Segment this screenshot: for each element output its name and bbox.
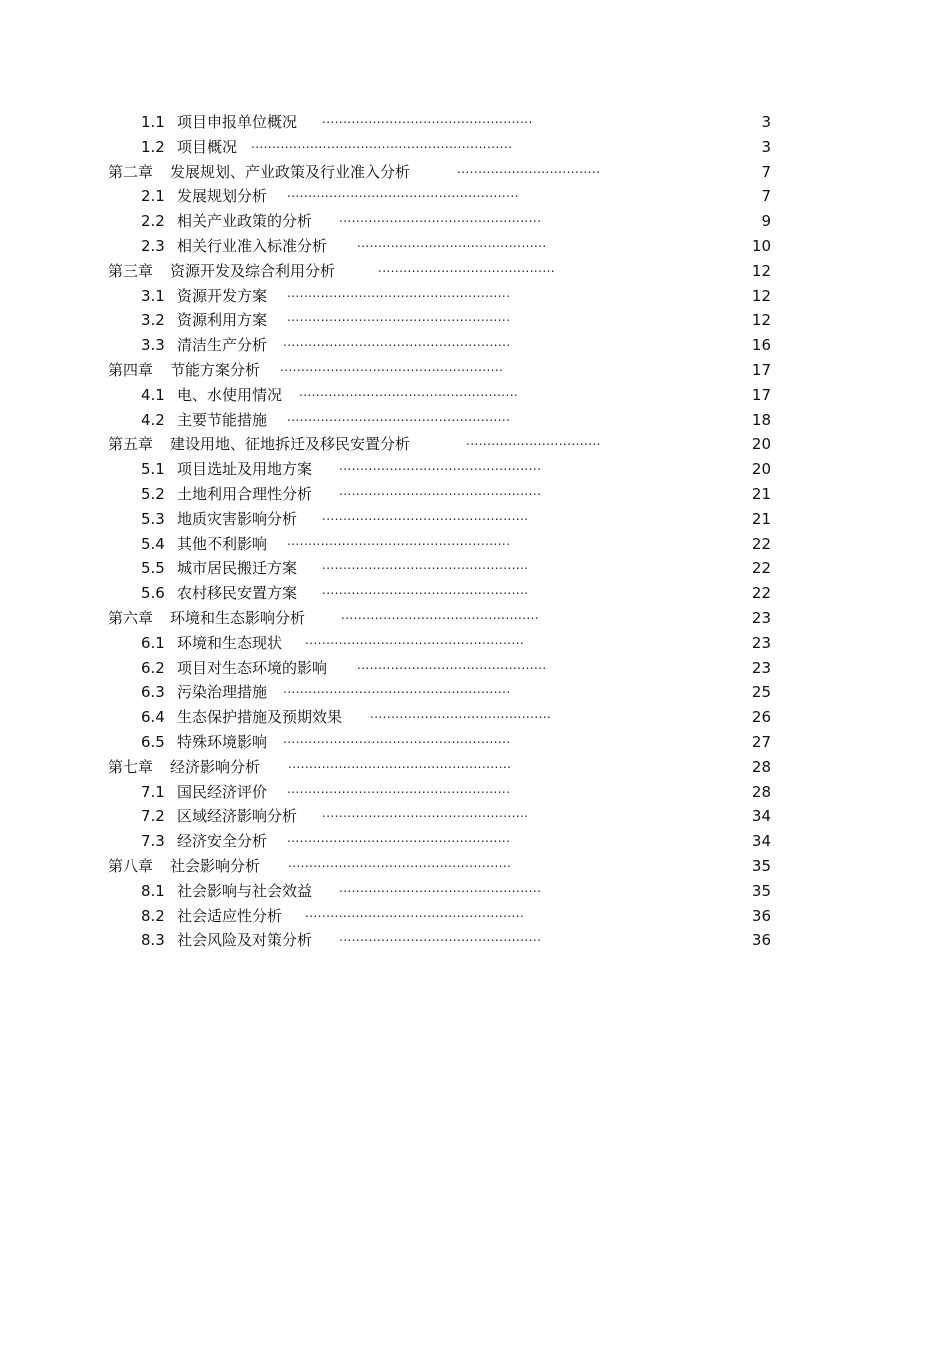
toc-entry-number: 第六章 — [108, 608, 154, 627]
toc-entry-number: 7.1 — [141, 782, 165, 801]
toc-leader-dots: ................................................ — [339, 211, 542, 226]
toc-entry-title: 相关行业准入标准分析 — [177, 236, 328, 255]
toc-entry-title: 城市居民搬迁方案 — [177, 559, 298, 578]
toc-entry-number: 5.6 — [141, 584, 165, 603]
toc-entry-number: 8.3 — [141, 931, 165, 950]
toc-page-number: 10 — [751, 236, 771, 255]
toc-page-number: 36 — [751, 906, 771, 925]
toc-entry-label — [141, 184, 267, 209]
toc-entry-title: 资源利用方案 — [177, 311, 268, 330]
toc-entry-label — [141, 135, 237, 160]
toc-page-number: 7 — [761, 162, 771, 181]
toc-leader-dots: .................................. — [457, 161, 601, 176]
toc-entry-number: 5.1 — [141, 460, 165, 479]
toc-entry-label — [141, 904, 282, 929]
toc-leader-dots: ..................................................... — [287, 285, 511, 300]
toc-page-number: 21 — [751, 509, 771, 528]
toc-leader-dots: ...................................................... — [283, 731, 511, 746]
toc-entry-number: 4.2 — [141, 410, 165, 429]
toc-leader-dots: ..................................................... — [287, 409, 511, 424]
toc-leader-dots: ..................................................... — [287, 310, 511, 325]
toc-entry-label — [141, 457, 312, 482]
toc-entry-title: 资源开发及综合利用分析 — [170, 261, 336, 280]
toc-entry-number: 5.5 — [141, 559, 165, 578]
toc-page-number: 22 — [751, 584, 771, 603]
toc-page-number: 28 — [751, 782, 771, 801]
toc-entry-label — [141, 780, 267, 805]
toc-entry-number: 2.2 — [141, 212, 165, 231]
toc-leader-dots: .......................................... — [378, 260, 556, 275]
toc-page-number: 35 — [751, 856, 771, 875]
toc-entry-title: 生态保护措施及预期效果 — [177, 708, 343, 727]
toc-page-number: 36 — [751, 931, 771, 950]
toc-entry-title: 国民经济评价 — [177, 782, 268, 801]
toc-entry-title: 项目申报单位概况 — [177, 113, 298, 131]
toc-entry-title: 节能方案分析 — [170, 360, 261, 379]
toc-leader-dots: .............................................................. — [251, 136, 513, 151]
toc-entry-title: 社会风险及对策分析 — [177, 931, 313, 950]
toc-page-number: 20 — [751, 435, 771, 454]
toc-page-number: 22 — [751, 559, 771, 578]
toc-leader-dots: ..................................................... — [287, 781, 511, 796]
toc-leader-dots: ................................................. — [322, 558, 529, 573]
toc-entry-number: 6.5 — [141, 732, 165, 751]
toc-entry-title: 环境和生态现状 — [177, 633, 283, 652]
toc-entry-number: 3.1 — [141, 286, 165, 305]
toc-entry-number: 3.3 — [141, 336, 165, 355]
toc-entry-number: 第七章 — [108, 757, 154, 776]
toc-page-number: 34 — [751, 807, 771, 826]
toc-page-number: 7 — [761, 187, 771, 206]
toc-entry-title: 主要节能措施 — [177, 410, 268, 429]
toc-page-number: 3 — [761, 137, 771, 156]
toc-page-number: 25 — [751, 683, 771, 702]
toc-entry-number: 5.2 — [141, 484, 165, 503]
toc-entry-title: 资源开发方案 — [177, 286, 268, 305]
toc-entry-label — [141, 804, 297, 829]
toc-page-number: 26 — [751, 708, 771, 727]
toc-entry-number: 第五章 — [108, 435, 154, 454]
toc-leader-dots: ................................................ — [339, 459, 542, 474]
toc-page-number: 12 — [751, 311, 771, 330]
toc-leader-dots: ....................................................... — [287, 186, 519, 201]
toc-entry-number: 1.1 — [141, 113, 165, 131]
toc-entry-title: 项目对生态环境的影响 — [177, 658, 328, 677]
toc-entry-title: 发展规划分析 — [177, 187, 268, 206]
toc-page-number: 18 — [751, 410, 771, 429]
toc-entry-label — [141, 333, 267, 358]
toc-entry-number: 6.1 — [141, 633, 165, 652]
toc-entry-number: 7.2 — [141, 807, 165, 826]
toc-entry-number: 2.1 — [141, 187, 165, 206]
toc-entry-title: 项目概况 — [177, 137, 238, 156]
toc-section-row[interactable] — [0, 928, 950, 953]
toc-leader-dots: ............................................. — [357, 235, 547, 250]
toc-page-number: 34 — [751, 832, 771, 851]
toc-leader-dots: ................................................. — [322, 806, 529, 821]
toc-leader-dots: ..................................................... — [288, 756, 512, 771]
toc-page-number: 35 — [751, 881, 771, 900]
toc-entry-title: 经济安全分析 — [177, 832, 268, 851]
toc-page-number: 17 — [751, 360, 771, 379]
toc-entry-label — [141, 308, 267, 333]
toc-entry-title: 社会影响与社会效益 — [177, 881, 313, 900]
toc-entry-title: 环境和生态影响分析 — [170, 608, 306, 627]
toc-entry-title: 建设用地、征地拆迁及移民安置分析 — [170, 435, 411, 454]
toc-page-number: 23 — [751, 658, 771, 677]
toc-entry-title: 农村移民安置方案 — [177, 584, 298, 603]
toc-leader-dots: .................................................... — [299, 384, 519, 399]
toc-entry-title: 发展规划、产业政策及行业准入分析 — [170, 162, 411, 181]
toc-entry-number: 第八章 — [108, 856, 154, 875]
toc-entry-number: 6.3 — [141, 683, 165, 702]
toc-leader-dots: ...................................................... — [283, 335, 511, 350]
toc-leader-dots: .................................................. — [322, 112, 533, 126]
toc-entry-title: 相关产业政策的分析 — [177, 212, 313, 231]
toc-leader-dots: ..................................................... — [288, 855, 512, 870]
toc-entry-label — [108, 606, 305, 631]
toc-entry-label — [141, 234, 327, 259]
toc-entry-label — [141, 532, 267, 557]
toc-entry-title: 污染治理措施 — [177, 683, 268, 702]
toc-page-number: 12 — [751, 261, 771, 280]
toc-page-number: 27 — [751, 732, 771, 751]
toc-page-number: 9 — [761, 212, 771, 231]
toc-page-number: 23 — [751, 633, 771, 652]
toc-entry-number: 3.2 — [141, 311, 165, 330]
toc-leader-dots: ............................................... — [341, 607, 540, 622]
toc-leader-dots: ..................................................... — [287, 533, 511, 548]
toc-entry-label — [141, 209, 312, 234]
toc-entry-label — [108, 358, 260, 383]
toc-page-number: 22 — [751, 534, 771, 553]
toc-entry-title: 区域经济影响分析 — [177, 807, 298, 826]
toc-entry-label — [141, 383, 282, 408]
toc-entry-label — [141, 408, 267, 433]
toc-leader-dots: ................................................. — [322, 583, 529, 598]
toc-entry-label — [108, 854, 260, 879]
toc-entry-number: 6.4 — [141, 708, 165, 727]
toc-entry-label — [141, 507, 297, 532]
toc-leader-dots: .................................................... — [305, 632, 525, 647]
toc-leader-dots: ..................................................... — [280, 359, 504, 374]
toc-page-number: 20 — [751, 460, 771, 479]
toc-entry-number: 8.1 — [141, 881, 165, 900]
toc-entry-number: 第四章 — [108, 360, 154, 379]
toc-entry-title: 土地利用合理性分析 — [177, 484, 313, 503]
toc-leader-dots: ................................ — [466, 434, 601, 449]
toc-entry-title: 清洁生产分析 — [177, 336, 268, 355]
toc-leader-dots: ................................................ — [339, 930, 542, 945]
toc-entry-label — [141, 556, 297, 581]
toc-entry-number: 5.3 — [141, 509, 165, 528]
toc-entry-label — [141, 928, 312, 953]
toc-entry-number: 2.3 — [141, 236, 165, 255]
toc-leader-dots: ................................................ — [339, 483, 542, 498]
toc-entry-label — [141, 284, 267, 309]
toc-leader-dots: ............................................. — [357, 657, 547, 672]
toc-entry-label — [141, 680, 267, 705]
toc-entry-label — [141, 829, 267, 854]
toc-page-number: 21 — [751, 484, 771, 503]
toc-entry-number: 4.1 — [141, 385, 165, 404]
toc-entry-number: 第三章 — [108, 261, 154, 280]
toc-page-number: 23 — [751, 608, 771, 627]
toc-entry-title: 社会适应性分析 — [177, 906, 283, 925]
toc-page-number: 17 — [751, 385, 771, 404]
toc-entry-number: 8.2 — [141, 906, 165, 925]
toc-entry-title: 特殊环境影响 — [177, 732, 268, 751]
toc-entry-number: 5.4 — [141, 534, 165, 553]
toc-leader-dots: ................................................ — [339, 880, 542, 895]
toc-entry-title: 电、水使用情况 — [177, 385, 283, 404]
toc-entry-label — [141, 879, 312, 904]
toc-page-number: 28 — [751, 757, 771, 776]
table-of-contents — [0, 110, 950, 953]
toc-entry-title: 项目选址及用地方案 — [177, 460, 313, 479]
toc-entry-label — [141, 730, 267, 755]
toc-entry-title: 地质灾害影响分析 — [177, 509, 298, 528]
toc-entry-label — [141, 581, 297, 606]
toc-leader-dots: ...................................................... — [283, 682, 511, 697]
toc-entry-title: 其他不利影响 — [177, 534, 268, 553]
toc-entry-label — [108, 755, 260, 780]
toc-leader-dots: ..................................................... — [287, 831, 511, 846]
toc-leader-dots: ........................................... — [370, 707, 552, 722]
toc-leader-dots: .................................................... — [305, 905, 525, 920]
toc-page-number: 16 — [751, 336, 771, 355]
toc-entry-number: 第二章 — [108, 162, 154, 181]
toc-entry-number: 6.2 — [141, 658, 165, 677]
toc-entry-number: 1.2 — [141, 137, 165, 156]
toc-page-number: 12 — [751, 286, 771, 305]
toc-entry-label — [141, 482, 312, 507]
toc-entry-label — [141, 631, 282, 656]
toc-entry-title: 社会影响分析 — [170, 856, 261, 875]
toc-entry-number: 7.3 — [141, 832, 165, 851]
toc-entry-title: 经济影响分析 — [170, 757, 261, 776]
toc-page-number: 3 — [761, 113, 771, 131]
toc-leader-dots: ................................................. — [322, 508, 529, 523]
